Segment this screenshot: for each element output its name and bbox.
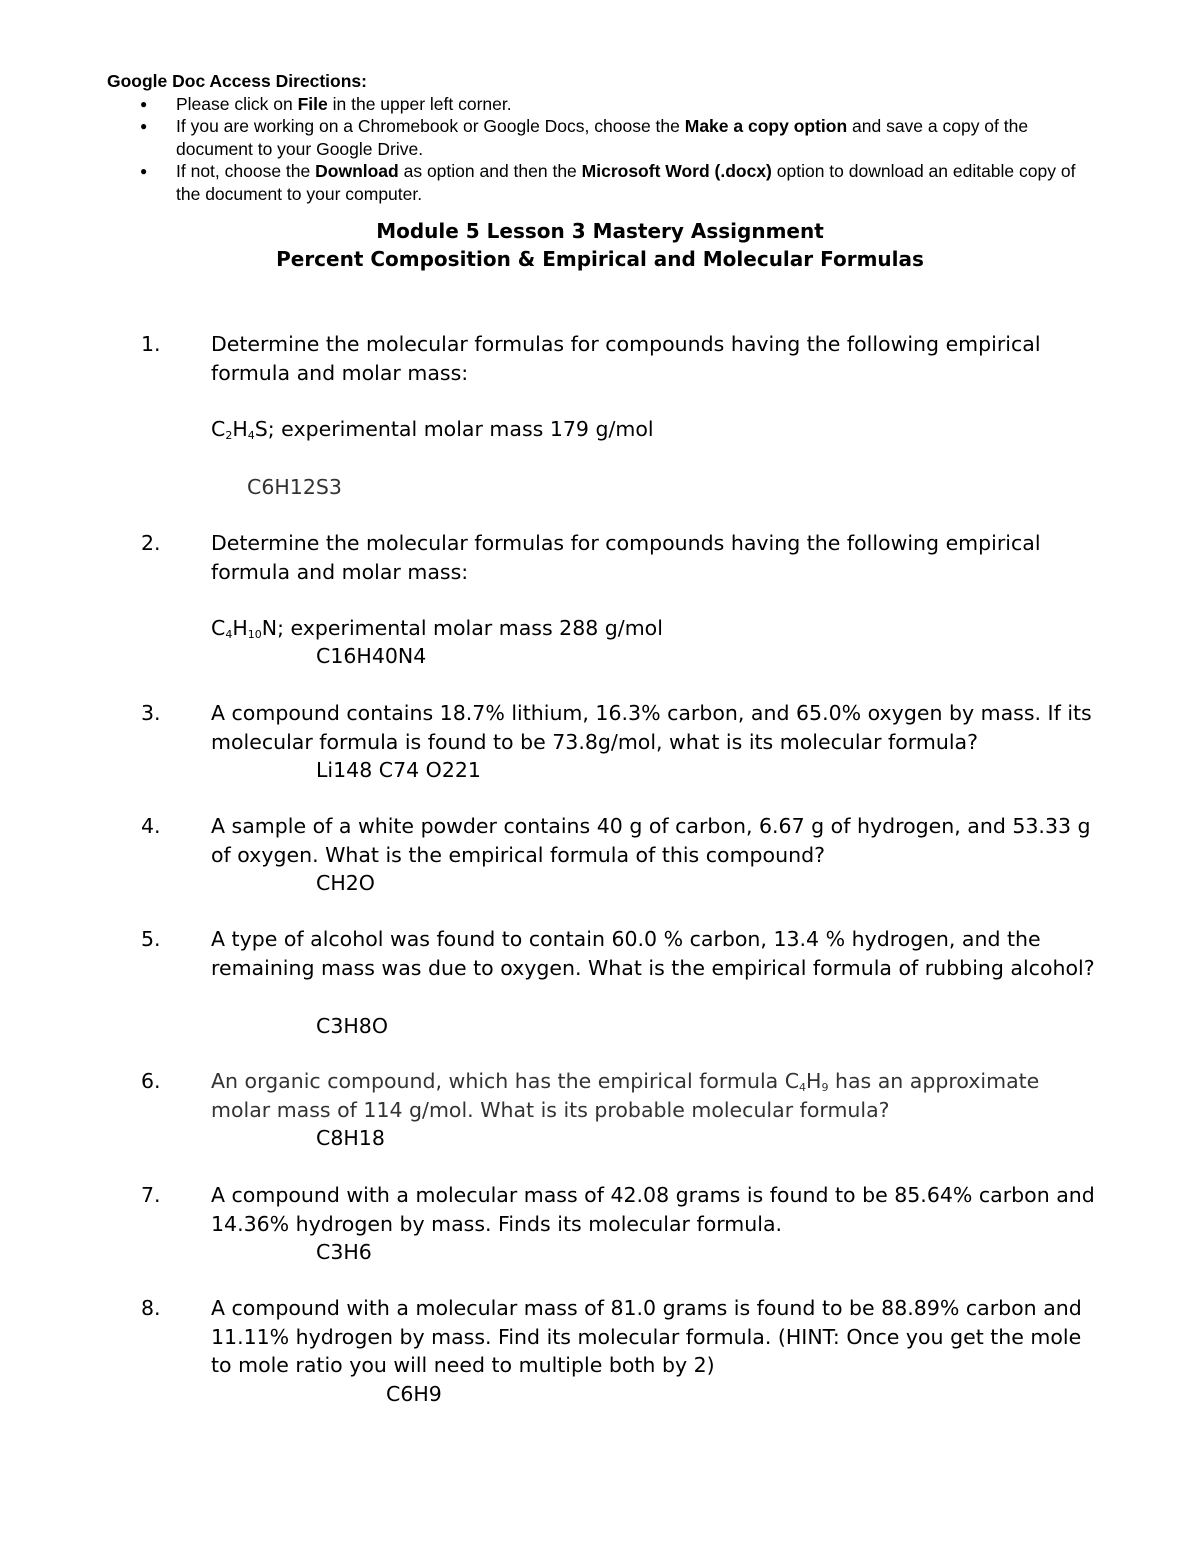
answer-text: C3H8O (316, 1014, 388, 1038)
question-text-part: An organic compound, which has the empirical formula C (211, 1069, 800, 1093)
question-text (211, 1067, 1096, 1124)
formula-subscript: 4 (799, 1081, 807, 1094)
assignment-titles (0, 217, 1200, 273)
formula-rest: S; experimental molar mass 179 g/mol (254, 417, 654, 441)
access-bullet-3 (107, 160, 1097, 205)
answer-text: C3H6 (316, 1240, 372, 1264)
answer-text: C6H9 (386, 1382, 442, 1406)
question-number: 3. (141, 701, 161, 725)
question-text: A compound with a molecular mass of 42.08 grams is found to be 85.64% carbon and 14.36% hydrogen by mass. Finds its molecular formula. (211, 1183, 1095, 1236)
access-directions-list (107, 93, 1097, 206)
access-directions (107, 70, 1097, 205)
question-text: A compound with a molecular mass of 81.0 grams is found to be 88.89% carbon and 11.11% hydrogen by mass. Find its molecular formula. (HINT: Once you get the mole to mole ratio you will need to multiple both by 2) (211, 1296, 1082, 1377)
question-number: 1. (141, 332, 161, 356)
question-number: 7. (141, 1183, 161, 1207)
bullet-bold-text: File (297, 93, 328, 114)
answer-text: Li148 C74 O221 (316, 758, 481, 782)
question-text: A type of alcohol was found to contain 60.0 % carbon, 13.4 % hydrogen, and the remaining mass was due to oxygen. What is the empirical formula of rubbing alcohol? (211, 927, 1095, 980)
answer-text: CH2O (316, 871, 375, 895)
bullet-text: as option and then the (398, 161, 582, 181)
question-number: 2. (141, 531, 161, 555)
access-bullet-2 (107, 115, 1097, 160)
answer-text: C16H40N4 (316, 644, 427, 668)
formula-element: H (232, 417, 248, 441)
bullet-bold-text: Make a copy option (684, 116, 848, 136)
bullet-text: option to download an editable copy of the document to your computer. (176, 161, 1076, 204)
bullet-text: in the upper left corner. (327, 93, 512, 114)
formula-element: H (232, 616, 248, 640)
formula-subscript: 10 (247, 628, 262, 641)
formula-subscript: 2 (225, 429, 233, 442)
bullet-text: If not, choose the (176, 161, 316, 181)
access-bullet-1 (107, 93, 1097, 116)
formula-element: C (211, 417, 226, 441)
assignment-subtitle: Percent Composition & Empirical and Molecular Formulas (276, 247, 924, 271)
question-text-part: H (806, 1069, 822, 1093)
bullet-bold-text: Microsoft Word (.docx) (581, 161, 772, 181)
formula-subscript: 4 (247, 429, 255, 442)
bullet-icon: ● (140, 119, 148, 133)
question-text: Determine the molecular formulas for compounds having the following empirical formula and molar mass: (211, 332, 1041, 385)
bullet-icon: ● (140, 96, 148, 111)
question-text: A sample of a white powder contains 40 g of carbon, 6.67 g of hydrogen, and 53.33 g of oxygen. What is the empirical formula of this compound? (211, 814, 1091, 867)
bullet-icon: ● (140, 164, 148, 178)
bullet-bold-text: Download (315, 161, 399, 181)
question-number: 6. (141, 1069, 161, 1093)
question-text: A compound contains 18.7% lithium, 16.3% carbon, and 65.0% oxygen by mass. If its molecular formula is found to be 73.8g/mol, what is its molecular formula? (211, 701, 1092, 754)
empirical-formula (211, 614, 663, 643)
bullet-text: If you are working on a Chromebook or Google Docs, choose the (176, 116, 685, 136)
answer-text: C8H18 (316, 1126, 385, 1150)
formula-element: C (211, 616, 226, 640)
question-number: 8. (141, 1296, 161, 1320)
question-text: Determine the molecular formulas for compounds having the following empirical formula and molar mass: (211, 531, 1041, 584)
access-directions-title: Google Doc Access Directions: (107, 71, 367, 91)
question-number: 5. (141, 927, 161, 951)
question-number: 4. (141, 814, 161, 838)
assignment-title: Module 5 Lesson 3 Mastery Assignment (376, 219, 824, 243)
formula-subscript: 4 (225, 628, 233, 641)
formula-subscript: 9 (821, 1081, 829, 1094)
question-text-part: has an approximate molar mass of 114 g/mol. What is its probable molecular formula? (211, 1069, 1040, 1122)
formula-rest: N; experimental molar mass 288 g/mol (261, 616, 663, 640)
answer-text: C6H12S3 (247, 475, 342, 499)
bullet-text: Please click on (176, 93, 298, 114)
empirical-formula (211, 415, 654, 444)
bullet-text: and save a copy of the document to your Google Drive. (176, 116, 1029, 159)
